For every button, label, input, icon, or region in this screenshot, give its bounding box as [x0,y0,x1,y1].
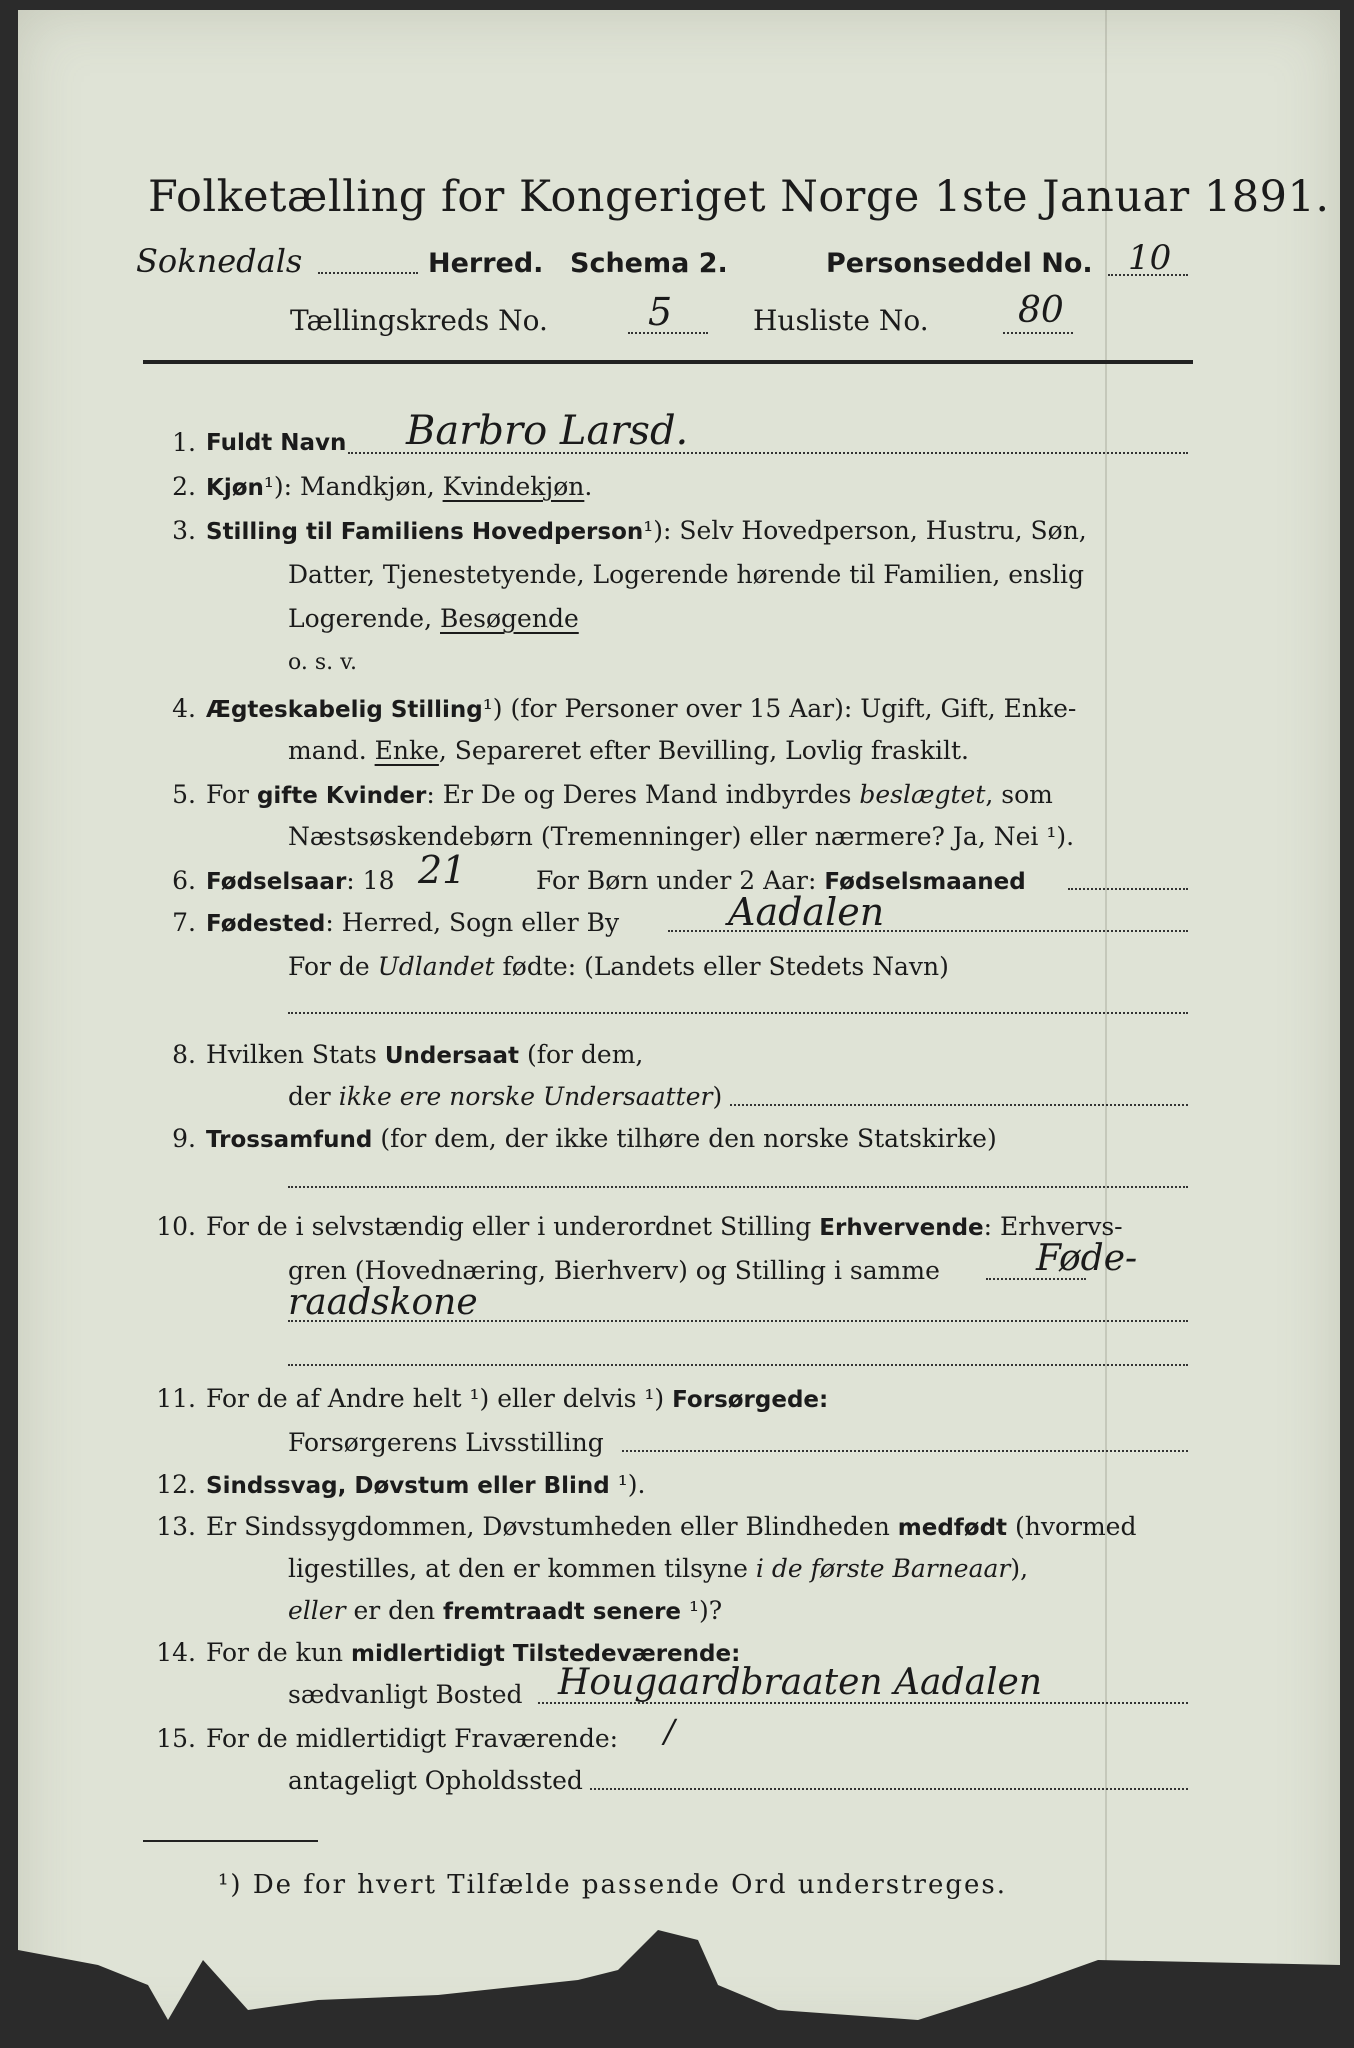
item-7-line-1: Fødested: Herred, Sogn eller By [206,908,620,937]
occupation-value-2: raadskone [288,1282,478,1323]
item-10-line-1: For de i selvstændig eller i underordnet Stilling Erhvervende: Erhvervs- [206,1212,1123,1241]
item-number: 6. [172,866,196,895]
schema-label: Schema 2. [570,248,728,279]
item-number: 8. [172,1040,196,1069]
item-4-line-1: Ægteskabelig Stilling¹) (for Personer over 15 Aar): Ugift, Gift, Enke- [206,694,1077,723]
item-3-line-4: o. s. v. [288,650,357,675]
item-number: 2. [172,472,196,501]
selected-option: Besøgende [440,604,579,633]
item-8-line-1: Hvilken Stats Undersaat (for dem, [206,1040,644,1069]
herred-label: Herred. [428,248,544,279]
item-number: 4. [172,694,196,723]
item-7-line-2: For de Udlandet fødte: (Landets eller Stedets Navn) [288,952,949,981]
item-6-line: Fødselsaar: 18 [206,866,395,895]
taellingskreds-number: 5 [648,290,673,334]
item-5-line-2: Næstsøskendebørn (Tremenninger) eller nærmere? Ja, Nei ¹). [288,822,1075,851]
absence-mark: / [664,1712,675,1750]
item-number: 15. [156,1724,196,1753]
item-13-line-1: Er Sindssygdommen, Døvstumheden eller Blindheden medfødt (hvormed [206,1512,1137,1541]
item-10-line-2: gren (Hovednæring, Bierhverv) og Stilling i samme [288,1256,940,1285]
herred-value: Soknedals [136,242,303,280]
usual-residence-value: Hougaardbraaten Aadalen [558,1662,1043,1703]
item-15-line-1: For de midlertidigt Fraværende: [206,1724,619,1753]
personseddel-label: Personseddel No. [826,248,1093,279]
item-number: 9. [172,1124,196,1153]
item-14-line-1: For de kun midlertidigt Tilstedeværende: [206,1638,741,1667]
taellingskreds-label: Tællingskreds No. [290,304,548,337]
item-number: 14. [156,1638,196,1667]
occupation-value-1: Føde- [1036,1238,1138,1279]
footnote: ¹) De for hvert Tilfælde passende Ord understreges. [218,1870,1008,1900]
form-title: Folketælling for Kongeriget Norge 1ste Januar 1891. [148,172,1330,222]
item-9-line-1: Trossamfund (for dem, der ikke tilhøre den norske Statskirke) [206,1124,997,1153]
item-8-line-2: der ikke ere norske Undersaatter) [288,1082,723,1111]
selected-option: Enke [374,736,439,765]
item-3-line-1: Stilling til Familiens Hovedperson¹): Selv Hovedperson, Hustru, Søn, [206,516,1087,545]
item-number: 3. [172,516,196,545]
item-number: 12. [156,1470,196,1499]
item-number: 1. [172,428,196,457]
birthplace-value: Aadalen [728,890,885,934]
item-5-line-1: For gifte Kvinder: Er De og Deres Mand indbyrdes beslægtet, som [206,780,1053,809]
item-1-label: Fuldt Navn [206,430,347,456]
item-number: 5. [172,780,196,809]
item-number: 11. [156,1384,196,1413]
name-value: Barbro Larsd. [406,408,689,454]
footnote-rule [143,1840,318,1842]
torn-edge [18,1910,1340,2040]
item-13-line-2: ligestilles, at den er kommen tilsyne i de første Barneaar), [288,1554,1029,1583]
item-number: 10. [156,1212,196,1241]
item-number: 13. [156,1512,196,1541]
paper-fold [1105,10,1107,2040]
header-rule [143,360,1193,364]
item-2-text: Kjøn¹): Mandkjøn, Kvindekjøn. [206,472,593,501]
birth-year-value: 21 [418,848,467,892]
item-6-born-under-2: For Børn under 2 Aar: Fødselsmaaned [536,866,1026,895]
item-number: 7. [172,908,196,937]
item-11-line-2: Forsørgerens Livsstilling [288,1428,604,1457]
item-3-line-2: Datter, Tjenestetyende, Logerende hørende til Familien, enslig [288,560,1085,589]
item-13-line-3: eller er den fremtraadt senere ¹)? [288,1596,723,1625]
item-4-line-2: mand. Enke, Separeret efter Bevilling, Lovlig fraskilt. [288,736,969,765]
item-15-line-2: antageligt Opholdssted [288,1766,583,1795]
census-form-sheet [18,10,1340,2040]
item-3-line-3: Logerende, Besøgende [288,604,579,633]
selected-option: Kvindekjøn [442,472,585,501]
item-14-line-2: sædvanligt Bosted [288,1680,523,1709]
husliste-label: Husliste No. [753,304,929,337]
personseddel-number: 10 [1128,238,1172,278]
item-11-line-1: For de af Andre helt ¹) eller delvis ¹) Forsørgede: [206,1384,829,1413]
item-12-line: Sindssvag, Døvstum eller Blind ¹). [206,1470,646,1499]
husliste-number: 80 [1018,290,1064,331]
